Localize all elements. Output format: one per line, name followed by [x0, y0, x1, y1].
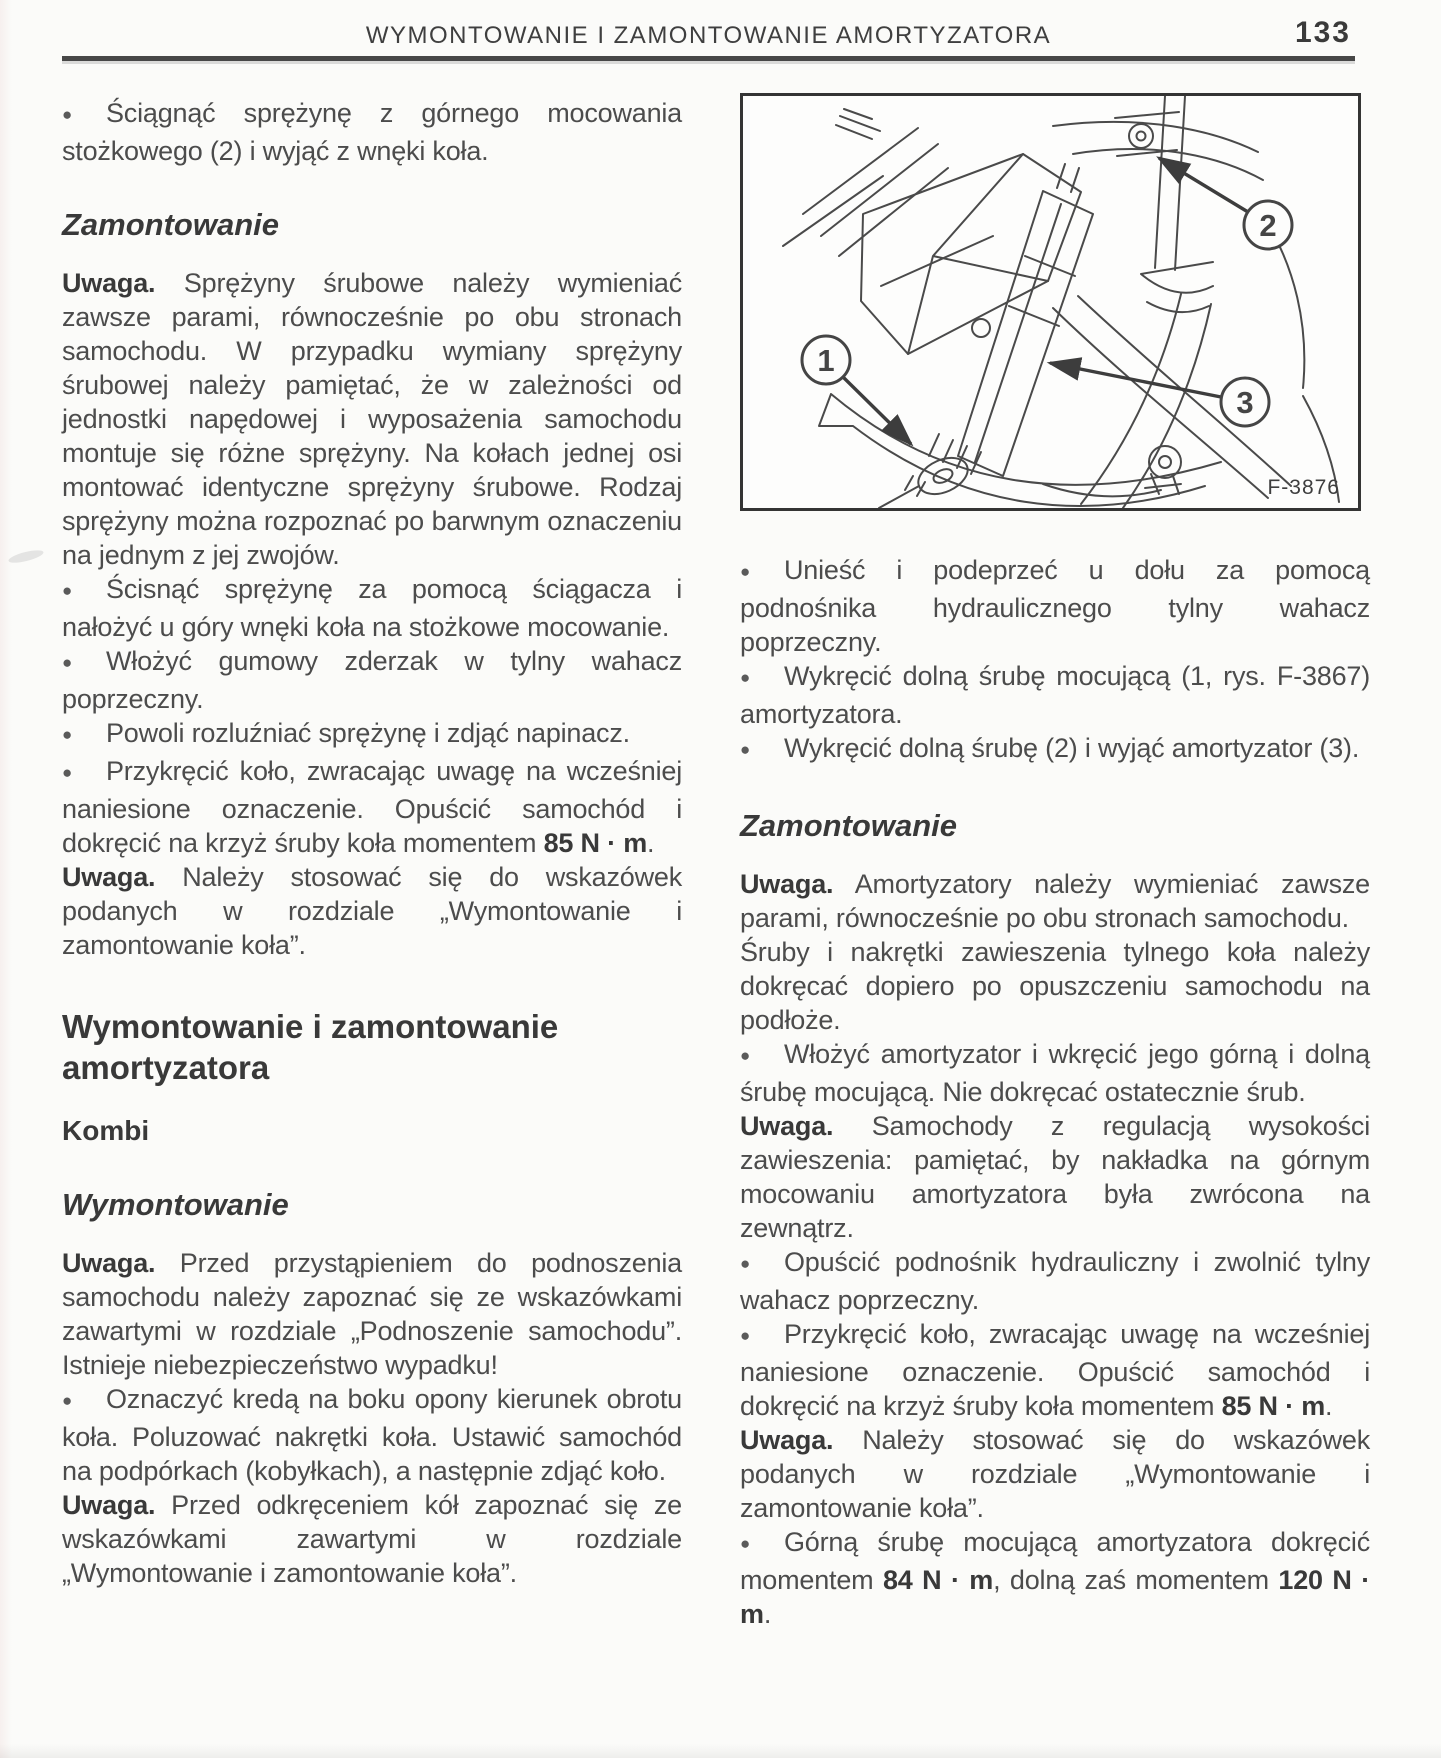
right-column	[740, 93, 1370, 1631]
section-heading: Wymontowanie i zamontowanie amortyzatora	[62, 1008, 559, 1086]
kombi-heading: Kombi	[62, 1115, 150, 1146]
bullet-item: ● Unieść i podeprzeć u dołu za pomocą podnośnika hydraulicznego tylny wahacz poprzeczny.	[740, 555, 1370, 657]
bullet-icon: ●	[62, 1391, 73, 1410]
header-rule	[62, 56, 1355, 61]
paragraph: Uwaga. Sprężyny śrubowe należy wymieniać zawsze parami, równocześnie po obu stronach samochodu. W przypadku wymiany sprężyny śrubowej należy pamiętać, że w zależności od jednostki napędowej i wyposażenia samochodu montuje się różne sprężyny. Na kołach jednej osi montować identyczne sprężyny śrubowe. Rodzaj sprężyny można rozpoznać po barwnym oznaczeniu na jednym z jej zwojów.	[62, 268, 682, 570]
page-number: 133	[1294, 16, 1351, 49]
scan-edge-tint	[0, 0, 12, 1758]
bullet-icon: ●	[740, 1534, 751, 1553]
right-column-text	[740, 553, 1370, 1631]
scan-bottom-shadow	[0, 1744, 1441, 1758]
bullet-icon: ●	[62, 763, 73, 782]
paragraph: Uwaga. Należy stosować się do wskazówek podanych w rozdziale „Wymontowanie i zamontowanie koła”.	[740, 1425, 1370, 1523]
callout-2-number: 2	[1259, 208, 1277, 243]
callout-3-number: 3	[1236, 385, 1254, 420]
bullet-item: ● Ściągnąć sprężynę z górnego mocowania stożkowego (2) i wyjąć z wnęki koła.	[62, 98, 682, 166]
bullet-icon: ●	[740, 740, 751, 759]
bullet-icon: ●	[62, 725, 73, 744]
suspension-line-art	[743, 96, 1358, 508]
bullet-icon: ●	[62, 653, 73, 672]
paragraph: Uwaga. Przed odkręceniem kół zapoznać się ze wskazówkami zawartymi w rozdziale „Wymontowanie i zamontowanie koła”.	[62, 1490, 682, 1588]
bullet-item: ● Włożyć gumowy zderzak w tylny wahacz poprzeczny.	[62, 646, 682, 714]
suspension-figure	[740, 93, 1361, 511]
page-header	[62, 12, 1355, 62]
bullet-item: ● Powoli rozluźniać sprężynę i zdjąć napinacz.	[62, 716, 682, 754]
paragraph: Uwaga. Należy stosować się do wskazówek podanych w rozdziale „Wymontowanie i zamontowanie koła”.	[62, 862, 682, 960]
paragraph: Uwaga. Amortyzatory należy wymieniać zawsze parami, równocześnie po obu stronach samochodu.	[740, 869, 1370, 933]
bullet-item: ● Opuścić podnośnik hydrauliczny i zwolnić tylny wahacz poprzeczny.	[740, 1247, 1370, 1315]
bullet-item: ● Wykręcić dolną śrubę (2) i wyjąć amortyzator (3).	[740, 731, 1370, 769]
bullet-item: ● Ścisnąć sprężynę za pomocą ściągacza i nałożyć u góry wnęki koła na stożkowe mocowanie.	[62, 574, 682, 642]
subsection-heading: Zamontowanie	[740, 808, 958, 843]
bullet-icon: ●	[740, 562, 751, 581]
paragraph: Uwaga. Samochody z regulacją wysokości zawieszenia: pamiętać, by nakładka na górnym mocowaniu amortyzatora była zwrócona na zewnątrz.	[740, 1111, 1370, 1243]
bullet-item: ● Przykręcić koło, zwracając uwagę na wcześniej naniesione oznaczenie. Opuścić samochód i dokręcić na krzyż śruby koła momentem 85 N · m.	[62, 756, 682, 858]
callout-1-number: 1	[817, 343, 835, 378]
bullet-item: ● Przykręcić koło, zwracając uwagę na wcześniej naniesione oznaczenie. Opuścić samochód i dokręcić na krzyż śruby koła momentem 85 N · m.	[740, 1319, 1370, 1421]
scan-smudge	[7, 548, 44, 565]
bullet-icon: ●	[62, 581, 73, 600]
bullet-item: ● Wykręcić dolną śrubę mocującą (1, rys. F-3867) amortyzatora.	[740, 661, 1370, 729]
bullet-item: ● Włożyć amortyzator i wkręcić jego górną i dolną śrubę mocującą. Nie dokręcać ostatecznie śrub.	[740, 1039, 1370, 1107]
subsection-heading: Wymontowanie	[62, 1187, 289, 1222]
bullet-item: ● Oznaczyć kredą na boku opony kierunek obrotu koła. Poluzować nakrętki koła. Ustawić samochód na podpórkach (kobyłkach), a następnie zdjąć koło.	[62, 1384, 682, 1486]
bullet-item: ● Górną śrubę mocującą amortyzatora dokręcić momentem 84 N · m, dolną zaś momentem 120 N · m.	[740, 1527, 1370, 1629]
line-art-paths	[783, 96, 1339, 508]
left-column	[62, 96, 682, 1590]
paragraph: Śruby i nakrętki zawieszenia tylnego koła należy dokręcać dopiero po opuszczeniu samochodu na podłoże.	[740, 937, 1370, 1035]
bullet-icon: ●	[740, 1326, 751, 1345]
bullet-icon: ●	[62, 105, 73, 124]
paragraph: Uwaga. Przed przystąpieniem do podnoszenia samochodu należy zapoznać się ze wskazówkami zawartymi w rozdziale „Podnoszenie samochodu”. Istnieje niebezpieczeństwo wypadku!	[62, 1248, 682, 1380]
subsection-heading: Zamontowanie	[62, 207, 280, 242]
running-head-title: WYMONTOWANIE I ZAMONTOWANIE AMORTYZATORA	[365, 22, 1052, 49]
callout-3-arrow	[1050, 363, 1221, 397]
bullet-icon: ●	[740, 668, 751, 687]
bullet-icon: ●	[740, 1254, 751, 1273]
callout-arrows	[843, 158, 1248, 444]
figure-label: F-3876	[1267, 476, 1340, 499]
bullet-icon: ●	[740, 1046, 751, 1065]
callout-badges	[802, 201, 1292, 426]
